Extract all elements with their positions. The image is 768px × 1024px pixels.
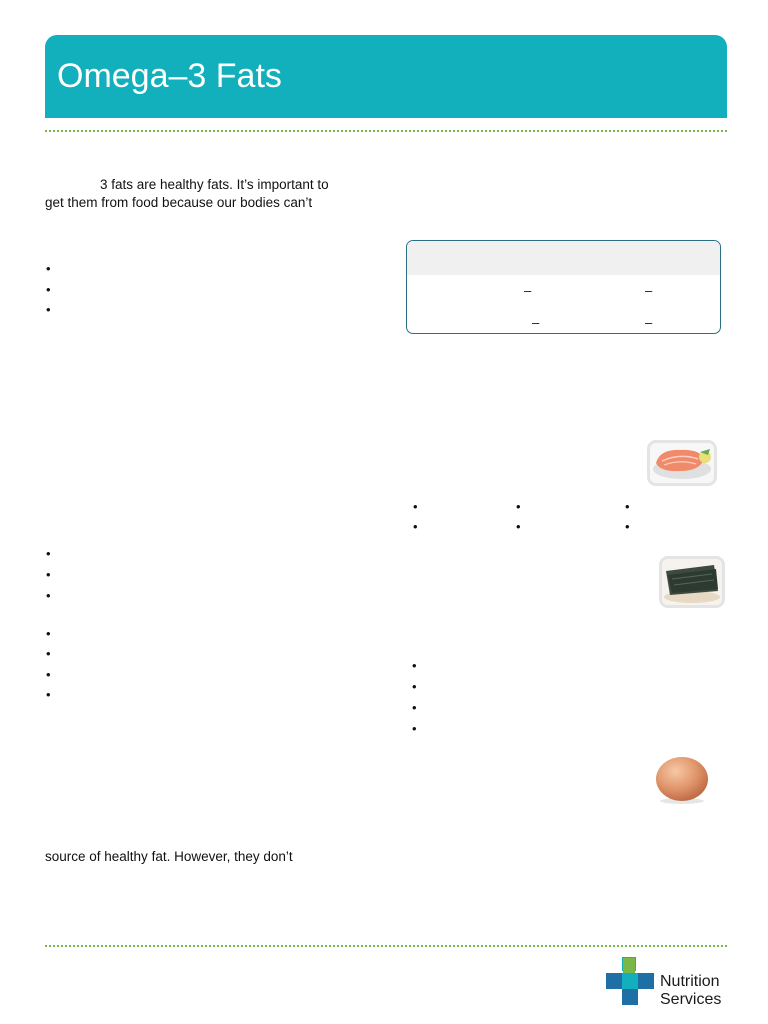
table-header-row (407, 241, 720, 275)
seaweed-sheets-icon (662, 559, 722, 605)
bullet: • (46, 302, 51, 317)
bullet: • (46, 667, 51, 682)
bullet: • (516, 499, 521, 514)
nutrition-services-logo (606, 957, 728, 1007)
medical-cross-icon (606, 957, 654, 1007)
table-dash: – (645, 315, 653, 330)
logo-line-1: Nutrition (660, 973, 720, 990)
table-dash: – (645, 283, 653, 298)
bullet: • (413, 499, 418, 514)
page-header (45, 35, 727, 118)
bullet: • (46, 546, 51, 561)
bullet: • (46, 687, 51, 702)
logo-line-2: Services (660, 991, 722, 1008)
bullet: • (46, 588, 51, 603)
bullet: • (412, 679, 417, 694)
top-divider (45, 130, 727, 132)
bullet: • (46, 626, 51, 641)
bullet: • (46, 646, 51, 661)
bottom-divider (45, 945, 727, 947)
salmon-image (647, 440, 717, 486)
bullet: • (625, 519, 630, 534)
intro-line-2: get them from food because our bodies can’t (45, 195, 313, 210)
intro-line-1: 3 fats are healthy fats. It’s important to (100, 177, 329, 192)
bullet: • (625, 499, 630, 514)
bullet: • (46, 567, 51, 582)
table-dash: – (532, 315, 540, 330)
egg-icon (652, 753, 712, 805)
bullet: • (46, 261, 51, 276)
bullet: • (412, 658, 417, 673)
salmon-steak-icon (650, 443, 714, 483)
info-table (406, 240, 721, 334)
bullet: • (516, 519, 521, 534)
bullet: • (46, 282, 51, 297)
table-dash: – (524, 283, 532, 298)
bullet: • (412, 700, 417, 715)
closing-text: source of healthy fat. However, they don’t (45, 849, 293, 864)
seaweed-image (659, 556, 725, 608)
bullet: • (412, 721, 417, 736)
bullet: • (413, 519, 418, 534)
page-title: Omega–3 Fats (57, 57, 282, 95)
